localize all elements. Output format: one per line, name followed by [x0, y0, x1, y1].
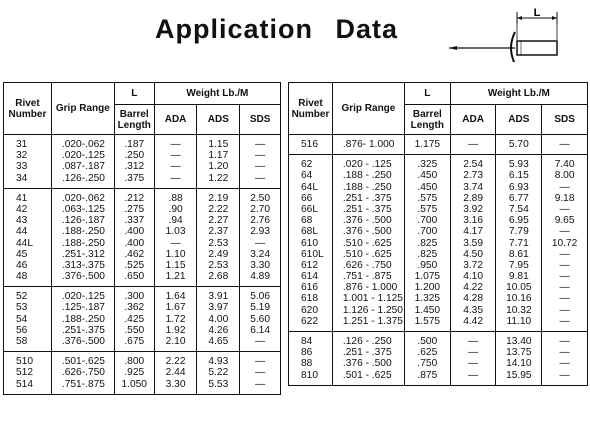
- weight-header: Weight Lb./M: [154, 83, 280, 105]
- rivet-group: [4, 135, 281, 189]
- table-cell: 4.22: [463, 282, 484, 294]
- table-cell: 7.79: [508, 226, 529, 238]
- table-cell: 9.65: [554, 215, 575, 227]
- table-cell: 2.68: [208, 271, 229, 283]
- table-cell: 4.50: [463, 248, 484, 260]
- table-cell: .450: [417, 170, 438, 182]
- table-cell: .88: [168, 192, 183, 204]
- table-cell: 2.22: [165, 356, 186, 368]
- table-cell: .188-.250: [61, 237, 105, 249]
- table-cell: —: [559, 226, 570, 238]
- table-cell: .510 - .625: [342, 237, 392, 249]
- table-cell: 4.42: [463, 315, 484, 327]
- table-cell: .313-.375: [61, 259, 105, 271]
- table-cell: 610: [301, 237, 318, 249]
- table-cell: .362: [124, 302, 145, 314]
- table-cell: .925: [124, 367, 145, 379]
- table-cell: 8.61: [508, 248, 529, 260]
- table-cell: .375: [124, 172, 145, 184]
- table-cell: 5.19: [250, 302, 271, 314]
- table-cell: 614: [301, 271, 318, 283]
- ada-header: ADA: [450, 105, 496, 135]
- ada-header: ADA: [154, 105, 197, 135]
- table-cell: .751-.875: [61, 378, 105, 390]
- table-cell: —: [468, 358, 479, 370]
- table-cell: .188 - .250: [342, 181, 392, 193]
- table-cell: 2.73: [463, 170, 484, 182]
- table-cell: .876 - 1.000: [342, 282, 398, 294]
- table-cell: .550: [124, 324, 145, 336]
- application-table-left: [3, 82, 281, 395]
- rivet-group: [289, 135, 588, 155]
- table-cell: 1.21: [165, 271, 186, 283]
- table-cell: 9.18: [554, 192, 575, 204]
- table-cell: 34: [16, 172, 28, 184]
- table-cell: —: [559, 181, 570, 193]
- table-cell: —: [170, 139, 181, 150]
- table-cell: 10.72: [551, 237, 578, 249]
- table-cell: —: [559, 369, 570, 381]
- table-cell: .462: [124, 248, 145, 260]
- table-cell: —: [559, 139, 570, 150]
- table-cell: .020-.062: [61, 139, 105, 150]
- table-cell: .251 - .375: [342, 347, 392, 359]
- table-cell: .312: [124, 161, 145, 173]
- table-cell: .376 - .500: [342, 215, 392, 227]
- table-cell: —: [255, 139, 266, 150]
- table-cell: 4.26: [208, 324, 229, 336]
- table-cell: 4.93: [208, 356, 229, 368]
- table-cell: 13.40: [506, 336, 532, 347]
- table-cell: .575: [417, 203, 438, 215]
- table-cell: .626 - .750: [342, 259, 392, 271]
- table-cell: 1.001 - 1.125: [342, 293, 403, 305]
- table-cell: —: [255, 367, 266, 379]
- page-title: Application Data: [155, 14, 399, 44]
- table-cell: .251-.375: [61, 324, 105, 336]
- table-cell: .376 - .500: [342, 226, 392, 238]
- rivet-group: [289, 155, 588, 332]
- weight-header: Weight Lb./M: [450, 83, 587, 105]
- grip-range-header: Grip Range: [332, 83, 404, 135]
- table-cell: 2.53: [208, 237, 229, 249]
- table-cell: 43: [16, 215, 28, 227]
- barrel-length-header: Barrel Length: [114, 105, 154, 135]
- table-cell: .020-.125: [61, 150, 105, 162]
- table-cell: —: [170, 237, 181, 249]
- rivet-group: [4, 188, 281, 287]
- table-cell: 86: [301, 347, 313, 359]
- grip-range-header: Grip Range: [51, 83, 114, 135]
- table-cell: 7.71: [508, 237, 529, 249]
- table-cell: 2.53: [208, 259, 229, 271]
- table-cell: 3.97: [208, 302, 229, 314]
- table-cell: 7.54: [508, 203, 529, 215]
- table-cell: 3.24: [250, 248, 271, 260]
- table-cell: —: [559, 203, 570, 215]
- table-cell: —: [468, 369, 479, 381]
- table-cell: .400: [124, 237, 145, 249]
- table-cell: 622: [301, 315, 318, 327]
- table-cell: 1.325: [414, 293, 441, 305]
- table-cell: .087-.187: [61, 161, 105, 173]
- table-cell: 1.075: [414, 271, 441, 283]
- table-cell: 3.30: [250, 259, 271, 271]
- table-cell: .300: [124, 291, 145, 303]
- table-cell: 1.175: [414, 139, 441, 150]
- table-cell: 2.93: [250, 226, 271, 238]
- table-cell: 10.05: [506, 282, 532, 294]
- table-cell: .212: [124, 192, 145, 204]
- ads-header: ADS: [197, 105, 240, 135]
- table-cell: .020-.125: [61, 291, 105, 303]
- table-cell: .125-.187: [61, 302, 105, 314]
- table-cell: 5.06: [250, 291, 271, 303]
- table-cell: 88: [301, 358, 313, 370]
- table-cell: .376 - .500: [342, 358, 392, 370]
- table-cell: 2.76: [250, 215, 271, 227]
- table-cell: 15.95: [506, 369, 532, 381]
- table-cell: .126-.187: [61, 215, 105, 227]
- table-cell: —: [559, 293, 570, 305]
- table-cell: 6.15: [508, 170, 529, 182]
- table-cell: —: [255, 378, 266, 390]
- table-cell: 512: [16, 367, 33, 379]
- table-cell: .700: [417, 226, 438, 238]
- table-cell: .275: [124, 203, 145, 215]
- table-cell: 1.72: [165, 313, 186, 325]
- table-cell: —: [468, 347, 479, 359]
- table-cell: .94: [168, 215, 183, 227]
- table-cell: 2.27: [208, 215, 229, 227]
- table-cell: 14.10: [506, 358, 532, 370]
- table-cell: 1.126 - 1.250: [342, 304, 403, 316]
- table-cell: 2.54: [463, 159, 484, 171]
- table-cell: 1.64: [165, 291, 186, 303]
- table-cell: 4.10: [463, 271, 484, 283]
- table-cell: 1.03: [165, 226, 186, 238]
- left-table-body: [4, 135, 281, 395]
- rivet-number-header: Rivet Number: [289, 83, 333, 135]
- application-table-right: [288, 82, 588, 386]
- table-cell: 6.14: [250, 324, 271, 336]
- table-cell: .501 - .625: [342, 369, 392, 381]
- table-cell: —: [170, 172, 181, 184]
- table-cell: 1.92: [165, 324, 186, 336]
- table-cell: .126-.250: [61, 172, 105, 184]
- l-dimension-label: L: [533, 7, 541, 19]
- table-cell: 6.95: [508, 215, 529, 227]
- table-cell: —: [170, 161, 181, 173]
- table-cell: 4.00: [208, 313, 229, 325]
- table-cell: .501-.625: [61, 356, 105, 368]
- table-cell: 33: [16, 161, 28, 173]
- rivet-number-header: Rivet Number: [4, 83, 52, 135]
- table-cell: 3.16: [463, 215, 484, 227]
- table-cell: —: [559, 282, 570, 294]
- table-cell: .450: [417, 181, 438, 193]
- table-cell: 2.89: [463, 192, 484, 204]
- table-cell: 10.16: [506, 293, 532, 305]
- table-cell: .825: [417, 237, 438, 249]
- table-cell: 41: [16, 192, 28, 204]
- table-cell: .500: [417, 336, 438, 347]
- table-cell: .675: [124, 336, 145, 347]
- table-cell: .188-.250: [61, 226, 105, 238]
- table-cell: 68L: [301, 226, 318, 238]
- table-cell: 4.28: [463, 293, 484, 305]
- rivet-diagram-icon: [445, 4, 585, 62]
- table-cell: 3.59: [463, 237, 484, 249]
- table-cell: —: [559, 259, 570, 271]
- table-cell: .425: [124, 313, 145, 325]
- table-cell: .020 - .125: [342, 159, 392, 171]
- table-cell: 620: [301, 304, 318, 316]
- table-cell: 4.17: [463, 226, 484, 238]
- table-cell: 45: [16, 248, 28, 260]
- table-cell: —: [255, 356, 266, 368]
- rivet-group: [4, 352, 281, 395]
- table-cell: 2.10: [165, 336, 186, 347]
- table-cell: 46: [16, 259, 28, 271]
- table-cell: .800: [124, 356, 145, 368]
- table-cell: 1.20: [208, 161, 229, 173]
- l-header: L: [404, 83, 450, 105]
- table-cell: 1.575: [414, 315, 441, 327]
- table-cell: 10.32: [506, 304, 532, 316]
- table-cell: 84: [301, 336, 313, 347]
- table-cell: .251 - .375: [342, 192, 392, 204]
- table-cell: 1.200: [414, 282, 441, 294]
- table-cell: 1.67: [165, 302, 186, 314]
- table-cell: 2.49: [208, 248, 229, 260]
- table-cell: 2.22: [208, 203, 229, 215]
- table-cell: 54: [16, 313, 28, 325]
- table-cell: .575: [417, 192, 438, 204]
- sds-header: SDS: [542, 105, 588, 135]
- table-cell: 4.35: [463, 304, 484, 316]
- table-cell: 8.00: [554, 170, 575, 182]
- rivet-group: [4, 287, 281, 352]
- table-cell: 516: [301, 139, 318, 150]
- table-cell: 53: [16, 302, 28, 314]
- rivet-group: [289, 332, 588, 386]
- table-cell: 1.10: [165, 248, 186, 260]
- table-cell: .376-.500: [61, 271, 105, 283]
- table-cell: .063-.125: [61, 203, 105, 215]
- table-cell: 44L: [16, 237, 33, 249]
- table-cell: —: [468, 336, 479, 347]
- table-cell: .187: [124, 139, 145, 150]
- table-cell: 11.10: [506, 315, 532, 327]
- table-cell: .376-.500: [61, 336, 105, 347]
- table-cell: 2.44: [165, 367, 186, 379]
- table-cell: —: [170, 150, 181, 162]
- table-cell: 2.19: [208, 192, 229, 204]
- table-cell: 510: [16, 356, 33, 368]
- table-cell: .325: [417, 159, 438, 171]
- table-cell: —: [255, 150, 266, 162]
- table-cell: 68: [301, 215, 313, 227]
- table-cell: .251 - .375: [342, 203, 392, 215]
- table-cell: 66: [301, 192, 313, 204]
- table-cell: 3.74: [463, 181, 484, 193]
- table-cell: .950: [417, 259, 438, 271]
- table-cell: 5.70: [508, 139, 529, 150]
- table-cell: .875: [417, 369, 438, 381]
- table-cell: 1.450: [414, 304, 441, 316]
- table-cell: .650: [124, 271, 145, 283]
- table-cell: 56: [16, 324, 28, 336]
- table-cell: 3.92: [463, 203, 484, 215]
- table-cell: .750: [417, 358, 438, 370]
- table-cell: 514: [16, 378, 33, 390]
- table-cell: 6.77: [508, 192, 529, 204]
- table-cell: .188-.250: [61, 313, 105, 325]
- table-cell: 810: [301, 369, 318, 381]
- table-cell: 32: [16, 150, 28, 162]
- table-cell: 2.37: [208, 226, 229, 238]
- table-cell: 64: [301, 170, 313, 182]
- ads-header: ADS: [496, 105, 542, 135]
- table-cell: 612: [301, 259, 318, 271]
- table-cell: 1.22: [208, 172, 229, 184]
- table-cell: 48: [16, 271, 28, 283]
- table-cell: 618: [301, 293, 318, 305]
- table-cell: .825: [417, 248, 438, 260]
- table-cell: 66L: [301, 203, 318, 215]
- table-cell: 64L: [301, 181, 318, 193]
- table-cell: 9.81: [508, 271, 529, 283]
- table-cell: —: [255, 336, 266, 347]
- right-table-body: [289, 135, 588, 386]
- table-cell: 1.17: [208, 150, 229, 162]
- table-cell: 58: [16, 336, 28, 347]
- table-cell: 4.65: [208, 336, 229, 347]
- table-cell: .126 - .250: [342, 336, 392, 347]
- table-cell: 1.050: [121, 378, 147, 390]
- table-cell: 5.60: [250, 313, 271, 325]
- table-cell: —: [559, 347, 570, 359]
- table-cell: .525: [124, 259, 145, 271]
- table-cell: 5.53: [208, 378, 229, 390]
- table-cell: —: [559, 358, 570, 370]
- l-header: L: [114, 83, 154, 105]
- table-cell: .188 - .250: [342, 170, 392, 182]
- table-cell: 13.75: [506, 347, 532, 359]
- table-cell: .251-.312: [61, 248, 105, 260]
- table-cell: 42: [16, 203, 28, 215]
- table-cell: .510 - .625: [342, 248, 392, 260]
- barrel-length-header: Barrel Length: [404, 105, 450, 135]
- table-cell: —: [559, 271, 570, 283]
- table-cell: .625: [417, 347, 438, 359]
- table-cell: .700: [417, 215, 438, 227]
- table-cell: —: [255, 237, 266, 249]
- table-cell: —: [559, 248, 570, 260]
- table-cell: .90: [168, 203, 183, 215]
- table-cell: .020-.062: [61, 192, 105, 204]
- table-cell: 2.70: [250, 203, 271, 215]
- table-cell: 616: [301, 282, 318, 294]
- table-cell: .400: [124, 226, 145, 238]
- table-cell: —: [559, 315, 570, 327]
- table-cell: 6.93: [508, 181, 529, 193]
- table-cell: 7.95: [508, 259, 529, 271]
- table-cell: —: [255, 172, 266, 184]
- table-cell: 3.30: [165, 378, 186, 390]
- table-cell: 1.15: [208, 139, 229, 150]
- table-cell: —: [559, 304, 570, 316]
- table-cell: 44: [16, 226, 28, 238]
- table-cell: —: [559, 336, 570, 347]
- table-cell: 62: [301, 159, 313, 171]
- table-cell: 1.251 - 1.375: [342, 315, 403, 327]
- table-cell: —: [255, 161, 266, 173]
- table-cell: 1.15: [165, 259, 186, 271]
- table-cell: .337: [124, 215, 145, 227]
- table-cell: 3.91: [208, 291, 229, 303]
- table-cell: 2.50: [250, 192, 271, 204]
- table-cell: .876- 1.000: [342, 139, 395, 150]
- table-cell: .626-.750: [61, 367, 105, 379]
- table-cell: .751 - .875: [342, 271, 392, 283]
- table-cell: 4.89: [250, 271, 271, 283]
- table-cell: —: [468, 139, 479, 150]
- table-cell: 3.72: [463, 259, 484, 271]
- sds-header: SDS: [240, 105, 281, 135]
- table-cell: 5.22: [208, 367, 229, 379]
- table-cell: .250: [124, 150, 145, 162]
- table-cell: 52: [16, 291, 28, 303]
- table-cell: 31: [16, 139, 28, 150]
- table-cell: 610L: [301, 248, 324, 260]
- table-cell: 5.93: [508, 159, 529, 171]
- table-cell: 7.40: [554, 159, 575, 171]
